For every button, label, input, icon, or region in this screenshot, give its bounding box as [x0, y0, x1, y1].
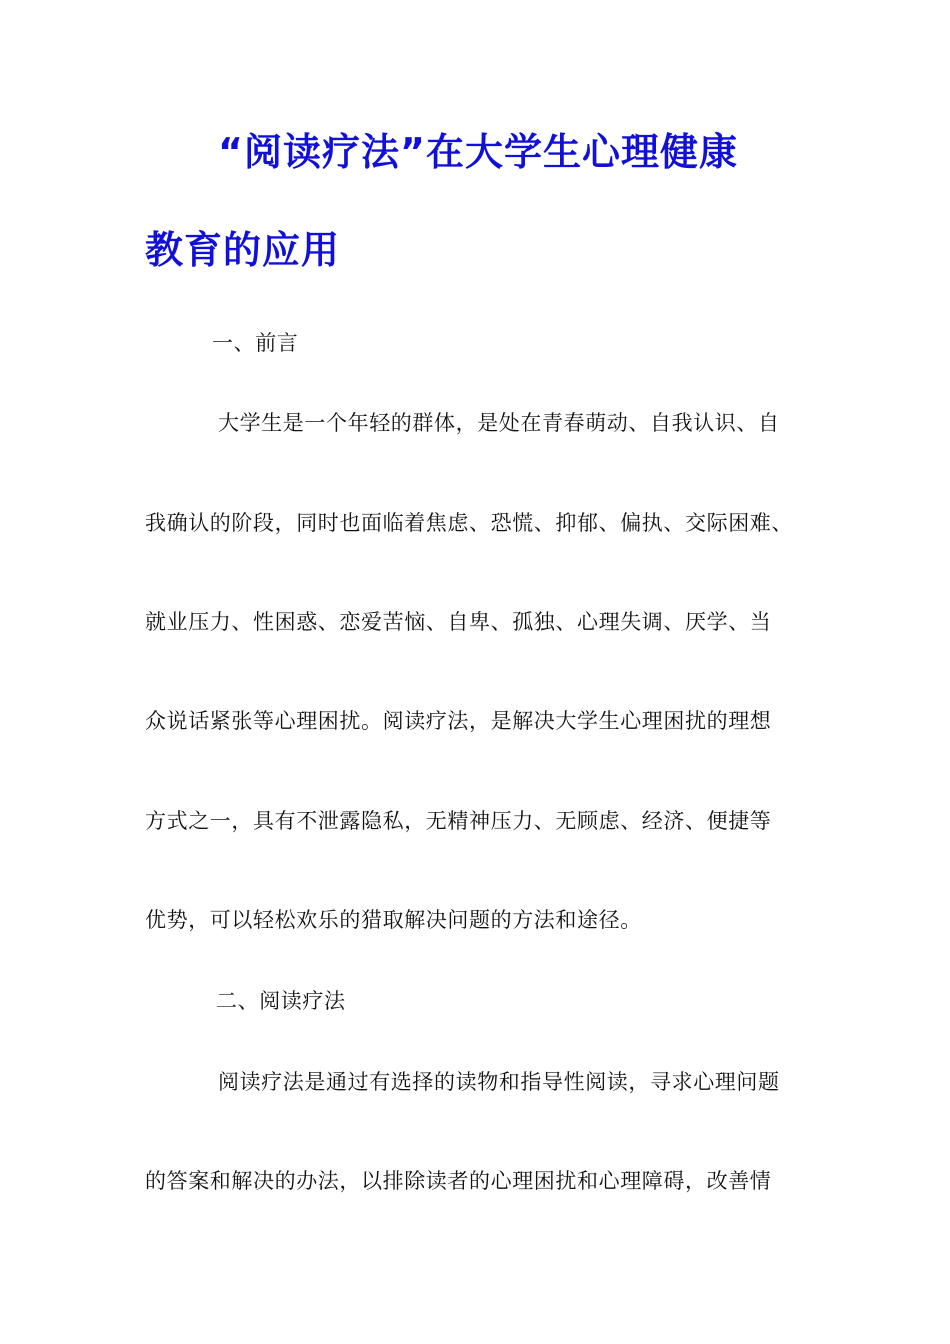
paragraph-line: 的答案和解决的办法，以排除读者的心理困扰和心理障碍，改善情: [145, 1169, 772, 1193]
section-heading-preface: 一、前言: [212, 331, 299, 355]
paragraph-line: 众说话紧张等心理困扰。阅读疗法，是解决大学生心理困扰的理想: [145, 709, 772, 733]
document-title-line-2: 教育的应用: [145, 228, 341, 272]
paragraph-line: 方式之一，具有不泄露隐私，无精神压力、无顾虑、经济、便捷等: [145, 809, 772, 833]
paragraph-line: 优势，可以轻松欢乐的猎取解决问题的方法和途径。: [145, 908, 642, 932]
section-heading-bibliotherapy: 二、阅读疗法: [216, 989, 346, 1013]
paragraph-line: 阅读疗法是通过有选择的读物和指导性阅读，寻求心理问题: [218, 1070, 780, 1094]
paragraph-line: 大学生是一个年轻的群体，是处在青春萌动、自我认识、自: [218, 411, 780, 435]
paragraph-line: 我确认的阶段，同时也面临着焦虑、恐慌、抑郁、偏执、交际困难、: [145, 511, 793, 535]
document-title-line-1: “阅读疗法”在大学生心理健康: [218, 130, 738, 174]
paragraph-line: 就业压力、性困惑、恋爱苦恼、自卑、孤独、心理失调、厌学、当: [145, 610, 772, 634]
